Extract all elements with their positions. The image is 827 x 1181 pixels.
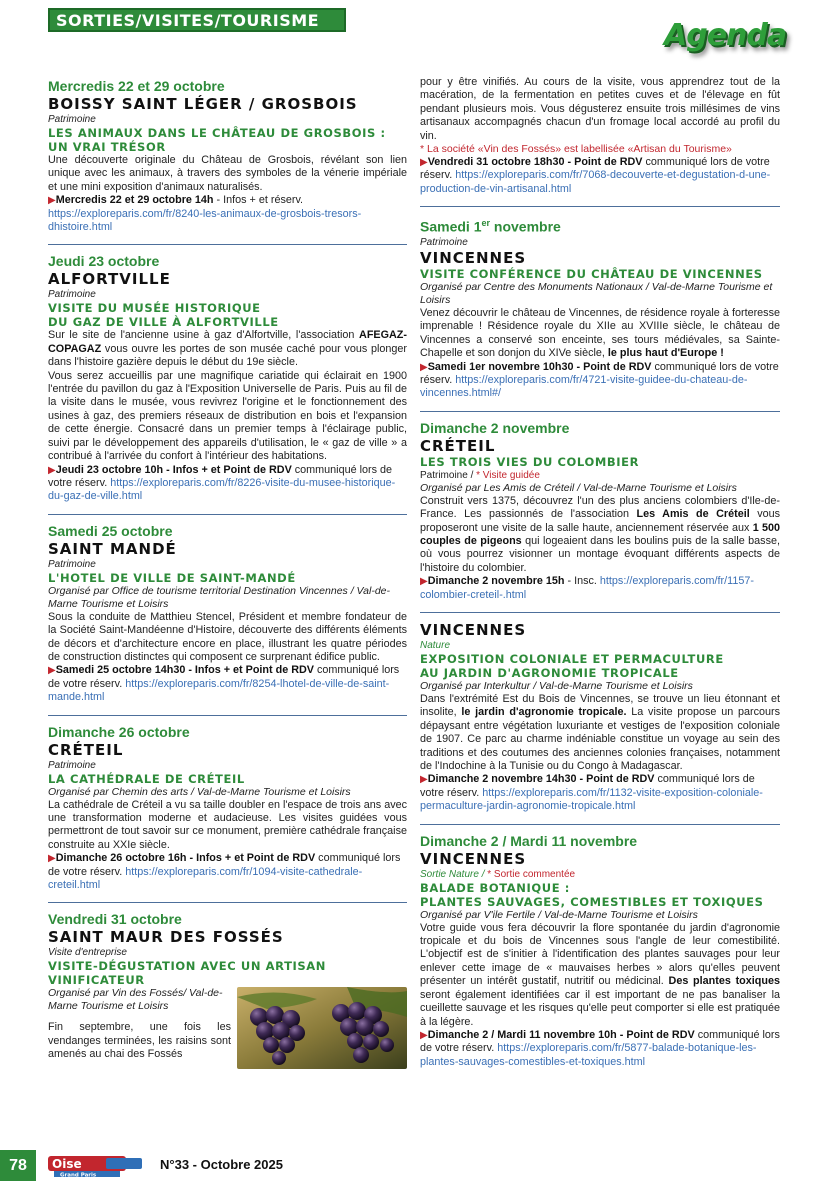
grapes-photo — [237, 987, 407, 1069]
event-link[interactable]: https://exploreparis.com/fr/5877-balade-botanique-les-plantes-sauvages-comestibles-et-toxiques.html — [420, 1042, 757, 1068]
event-description: pour y être vinifiés. Au cours de la visite, vous apprendrez tout de la macération, de la fermentation en petites cuves et de l'élevage en fût pendant plusieurs mois. Vous dégusterez ensuite trois millésimes de vins artisanaux accompagnés chacun d'un fromage local accordé au profil du vin. — [420, 76, 780, 142]
event-organizer: Organisé par Chemin des arts / Val-de-Marne Tourisme et Loisirs — [48, 785, 351, 798]
event-description: Une découverte originale du Château de Grosbois, révélant son lien unique avec les animaux, à travers des symboles de la vénerie impériale et une mini exposition d'animaux naturalisés. — [48, 154, 407, 193]
red-triangle-icon: ▶ — [420, 576, 428, 588]
body-text: Votre guide vous fera découvrir la flore spontanée du jardin d'agronomie tropicale et du bois de Vincennes sous l'angle de leur comestibilité. L'objectif est de s'initier à l'identification des plantes sauvages pour leur enlever cette image de « mauvaises herbes » alors qu'elles peuvent présenter un intérêt gustatif, nutritif ou médicinal. — [420, 921, 780, 988]
body-text: Dans l'extrémité Est du Bois de Vincennes, se trouve un lieu étonnant et insolite, — [420, 693, 780, 719]
event-place: CRÉTEIL — [420, 436, 496, 455]
event-category: Patrimoine — [48, 759, 96, 771]
red-triangle-icon: ▶ — [48, 464, 56, 476]
event-creteil-colombier — [420, 420, 780, 606]
event-when: Vendredi 31 octobre 18h30 - Point de RDV — [427, 156, 643, 169]
event-place: VINCENNES — [420, 248, 527, 267]
divider — [48, 715, 407, 716]
event-description: Sous la conduite de Matthieu Stencel, Président et membre fondateur de la Société Saint-Mandéenne d'Histoire, découverte des différents éléments de décors et d'architecture encore en place, illustrant les quatre périodes de construction distinctes qui composent ce surprenant édifice public. — [48, 610, 407, 663]
event-place: CRÉTEIL — [48, 740, 124, 759]
category-note: * Visite guidée — [476, 469, 540, 481]
event-place: VINCENNES — [420, 621, 527, 639]
body-text: vous proposeront une visite de la salle haute, anciennement réservée aux — [420, 508, 780, 534]
red-triangle-icon: ▶ — [48, 853, 56, 865]
divider — [420, 411, 780, 412]
divider — [48, 514, 407, 515]
grape-block — [48, 987, 407, 1069]
divider — [420, 206, 780, 207]
logo-graphic — [48, 1154, 148, 1178]
red-triangle-icon: ▶ — [420, 774, 428, 786]
event-info-text: - Infos + et réserv. — [213, 194, 304, 207]
event-when: Jeudi 23 octobre 10h - Infos + et Point de RDV — [55, 463, 292, 476]
event-description — [420, 495, 780, 575]
event-vincennes-jardin — [420, 621, 780, 818]
red-triangle-icon: ▶ — [420, 1029, 428, 1041]
event-link[interactable]: https://exploreparis.com/fr/8226-visite-du-musee-historique-du-gaz-de-ville.html — [48, 476, 396, 503]
event-info — [48, 664, 407, 704]
event-place: SAINT MANDÉ — [48, 539, 177, 558]
event-when: Dimanche 2 / Mardi 11 novembre 10h - Point de RDV — [427, 1028, 695, 1041]
body-text: Sur le site de l'ancienne usine à gaz d'Alfortville, l'association — [48, 329, 360, 342]
event-description-2: Vous serez accueillis par une magnifique cariatide qui éclairait en 1900 l'entrée du pavillon du gaz à l'Exposition Universelle de Paris. Puis au fil de la visite dans le musée, vous revivrez l'origine et le fonctionnement des usines à gaz, des premiers réseaux de distribution en bois et l'expansion de cette énergie. Consacré dans un premier temps à l'éclairage public, suivi par le développement des appareils d'utilisation, le « gaz de ville » a contribué à l'arrivée du confort à l'intérieur des habitations. — [48, 369, 407, 463]
body-text: vous ouvre les portes de son musée caché pour vous plonger dans l'histoire gazière depuis le début du 19e siècle. — [48, 342, 407, 369]
event-title: VISITE-DÉGUSTATION AVEC UN ARTISAN VINIFICATEUR — [48, 959, 327, 988]
body-text: La visite propose un parcours dépaysant entre végétation luxuriante et vestiges de l'exposition coloniale de 1907. Ce parc au charme indéniable constitue un voyage au sein des traditions et des coutumes des anciennes colonies françaises, notamment de l'Indochine à la Tunisie ou du Congo à Madagascar. — [420, 706, 781, 773]
event-alfortville — [48, 253, 407, 507]
event-when: Dimanche 26 octobre 16h - Infos + et Point de RDV — [55, 852, 316, 865]
event-info-text: communiqué lors de votre réserv. — [48, 664, 400, 690]
category-text: Sortie Nature / — [420, 868, 488, 880]
body-text: seront également identifiées car il est important de ne pas banaliser la cueillette sauvage et les risques qu'elle peut comporter si elle est pratiquée à la légère. — [420, 988, 780, 1028]
category-text: Patrimoine / — [420, 469, 477, 481]
body-text: Venez découvrir le château de Vincennes, de résidence royale à forteresse imprenable ! Résidence royale du XIIe au XVIIIe siècle, le château de Vincennes a conservé son enceinte, ses tours médiévales, sa Sainte-Chapelle et son donjon du XIVe siècle, — [420, 306, 780, 360]
event-category — [420, 868, 780, 881]
event-info-text: - Insc. — [564, 575, 600, 588]
body-bold: Des plantes toxiques — [668, 975, 780, 988]
event-saint-maur-continued — [420, 76, 780, 200]
event-category: Patrimoine — [420, 236, 468, 248]
oise-grand-paris-logo — [48, 1154, 148, 1178]
red-triangle-icon: ▶ — [48, 665, 56, 677]
event-description: Fin septembre, une fois les vendanges terminées, les raisins sont amenés au chai des Fossés — [48, 1021, 231, 1061]
body-bold: le plus haut d'Europe ! — [607, 347, 724, 360]
event-organizer: Organisé par Interkultur / Val-de-Marne Tourisme et Loisirs — [420, 680, 693, 692]
event-date: Samedi 25 octobre — [48, 522, 173, 539]
red-triangle-icon: ▶ — [420, 361, 428, 373]
event-saint-maur — [48, 911, 407, 1073]
event-category — [420, 469, 780, 482]
body-bold: AFEGAZ-COPAGAZ — [48, 329, 407, 355]
category-note: * Sortie commentée — [487, 868, 576, 880]
divider — [420, 612, 780, 613]
red-triangle-icon: ▶ — [420, 157, 428, 169]
event-category: Visite d'entreprise — [48, 947, 127, 959]
event-category: Patrimoine — [48, 558, 96, 570]
event-place: BOISSY SAINT LÉGER / GROSBOIS — [48, 95, 358, 113]
event-date: Vendredi 31 octobre — [48, 911, 182, 928]
event-link[interactable]: https://exploreparis.com/fr/8254-lhotel-de-ville-de-saint-mande.html — [48, 677, 390, 704]
divider — [420, 824, 780, 825]
event-place: ALFORTVILLE — [48, 270, 171, 289]
event-link[interactable]: https://exploreparis.com/fr/8240-les-animaux-de-grosbois-tresors-dhistoire.html — [48, 207, 362, 234]
event-category: Patrimoine — [48, 289, 96, 301]
event-link[interactable]: https://exploreparis.com/fr/1157-colombier-creteil-.html — [420, 575, 754, 601]
body-bold: 1 500 couples de pigeons — [420, 521, 780, 547]
grapes-illustration — [237, 987, 407, 1069]
event-when: Dimanche 2 novembre 14h30 - Point de RDV — [427, 773, 655, 786]
event-title: LES TROIS VIES DU COLOMBIER — [420, 454, 640, 469]
event-info — [48, 464, 407, 504]
date-sup: er — [481, 218, 490, 229]
event-info — [420, 773, 780, 813]
event-organizer: Organisé par Les Amis de Créteil / Val-de-Marne Tourisme et Loisirs — [420, 481, 737, 494]
event-info — [420, 156, 780, 196]
event-note: * La société «Vin des Fossés» est labellisée «Artisan du Tourisme» — [420, 143, 732, 156]
event-category: Patrimoine — [48, 114, 96, 125]
event-info — [48, 194, 407, 234]
event-info-text: communiqué lors de votre réserv. — [420, 1028, 780, 1055]
event-date — [420, 215, 780, 236]
event-description — [420, 693, 780, 773]
event-info — [420, 1029, 780, 1069]
event-title-line2: DU GAZ DE VILLE À ALFORTVILLE — [48, 315, 279, 330]
event-date: Dimanche 2 novembre — [420, 419, 570, 436]
event-date: Mercredis 22 et 29 octobre — [48, 78, 225, 94]
logo-text: Oise — [52, 1157, 82, 1171]
red-triangle-icon: ▶ — [48, 195, 56, 207]
event-info-text: communiqué lors de votre réserv. — [420, 156, 770, 182]
event-vincennes-chateau — [420, 215, 780, 405]
event-info-text: communiqué lors de votre réserv. — [420, 360, 779, 386]
event-info-text: communiqué lors de votre réserv. — [420, 773, 755, 799]
event-link[interactable]: https://exploreparis.com/fr/4721-visite-guidee-du-chateau-de-vincennes.html#/ — [420, 373, 748, 400]
event-title: LES ANIMAUX DANS LE CHÂTEAU DE GROSBOIS : — [48, 126, 386, 140]
agenda-logo — [660, 18, 790, 60]
page-number: 78 — [0, 1150, 36, 1181]
event-description — [420, 307, 780, 361]
event-info-text: communiqué lors de votre réserv. — [48, 852, 401, 878]
left-column — [48, 78, 407, 1073]
event-description — [420, 922, 780, 1029]
event-date: Dimanche 2 / Mardi 11 novembre — [420, 832, 638, 849]
divider — [48, 244, 407, 245]
event-title: VISITE CONFÉRENCE DU CHÂTEAU DE VINCENNES — [420, 266, 763, 281]
event-title: L'HOTEL DE VILLE DE SAINT-MANDÉ — [48, 570, 296, 585]
event-place: VINCENNES — [420, 849, 527, 868]
agenda-logo-text: Agenda — [664, 18, 787, 53]
event-when: Samedi 1er novembre 10h30 - Point de RDV — [427, 360, 652, 373]
event-date: Dimanche 26 octobre — [48, 723, 190, 740]
section-banner: SORTIES/VISITES/TOURISME — [48, 8, 346, 32]
event-creteil-cathedrale — [48, 724, 407, 897]
event-info-text: communiqué lors de votre réserv. — [48, 463, 393, 489]
event-grosbois — [48, 78, 407, 238]
right-column — [420, 76, 780, 1073]
event-title-line2: PLANTES SAUVAGES, COMESTIBLES ET TOXIQUES — [420, 894, 764, 909]
event-title: VISITE DU MUSÉE HISTORIQUE — [48, 301, 261, 316]
event-description: La cathédrale de Créteil a vu sa taille doubler en l'espace de trois ans avec une transformation moderne et audacieuse. Les visites guidées vous permettront de tout savoir sur ce monument, première cathédrale française construite au XXIe siècle. — [48, 798, 407, 851]
date-text: novembre — [490, 218, 561, 235]
divider — [48, 902, 407, 903]
event-when: Dimanche 2 novembre 15h — [427, 575, 565, 588]
event-info — [420, 361, 780, 401]
event-info — [420, 575, 780, 602]
body-bold: Les Amis de Créteil — [636, 508, 750, 521]
event-when: Mercredis 22 et 29 octobre 14h — [55, 194, 214, 207]
body-text: Construit vers 1375, découvrez l'un des plus anciens colombiers d'Ile-de-France. Les passionnés de l'association — [420, 494, 780, 521]
event-category: Nature — [420, 640, 451, 651]
event-organizer: Organisé par Vin des Fossés/ Val-de-Marne Tourisme et Loisirs — [48, 987, 223, 1013]
event-title: LA CATHÉDRALE DE CRÉTEIL — [48, 771, 245, 786]
event-when: Samedi 25 octobre 14h30 - Infos + et Point de RDV — [55, 664, 314, 677]
event-title-line2: UN VRAI TRÉSOR — [48, 140, 166, 154]
event-place: SAINT MAUR DES FOSSÉS — [48, 928, 284, 947]
issue-info: N°33 - Octobre 2025 — [160, 1157, 283, 1172]
body-bold: le jardin d'agronomie tropicale. — [461, 706, 627, 719]
event-title-line2: AU JARDIN D'AGRONOMIE TROPICALE — [420, 666, 679, 680]
logo-subtext: Grand Paris — [60, 1172, 97, 1178]
event-saint-mande — [48, 523, 407, 709]
event-description — [48, 329, 407, 369]
event-date: Jeudi 23 octobre — [48, 253, 160, 270]
body-text: qui logeaient dans les boulins puis de la salle basse, où vous pourrez visionner un montage évoquant différents aspects de l'histoire du colombier. — [420, 534, 780, 574]
grape-text — [48, 987, 231, 1069]
event-link[interactable]: https://exploreparis.com/fr/7068-decouverte-et-degustation-d-une-production-de-vin-artisanal.html — [420, 169, 771, 195]
event-organizer: Organisé par Centre des Monuments Nationaux / Val-de-Marne Tourisme et Loisirs — [420, 280, 773, 306]
date-text: Samedi 1 — [420, 218, 482, 235]
event-title: EXPOSITION COLONIALE ET PERMACULTURE — [420, 652, 724, 666]
page-footer — [0, 1150, 827, 1181]
event-info — [48, 852, 407, 892]
event-link[interactable]: https://exploreparis.com/fr/1132-visite-exposition-coloniale-permaculture-jardin-agronomie-tropicale.html — [420, 786, 763, 813]
event-vincennes-balade — [420, 833, 780, 1073]
event-organizer: Organisé par Office de tourisme territorial Destination Vincennes / Val-de-Marne Tourisme et Loisirs — [48, 584, 390, 610]
event-title: BALADE BOTANIQUE : — [420, 880, 570, 895]
event-organizer: Organisé par V'ile Fertile / Val-de-Marne Tourisme et Loisirs — [420, 908, 698, 921]
event-link[interactable]: https://exploreparis.com/fr/1094-visite-cathedrale-creteil.html — [48, 865, 363, 891]
